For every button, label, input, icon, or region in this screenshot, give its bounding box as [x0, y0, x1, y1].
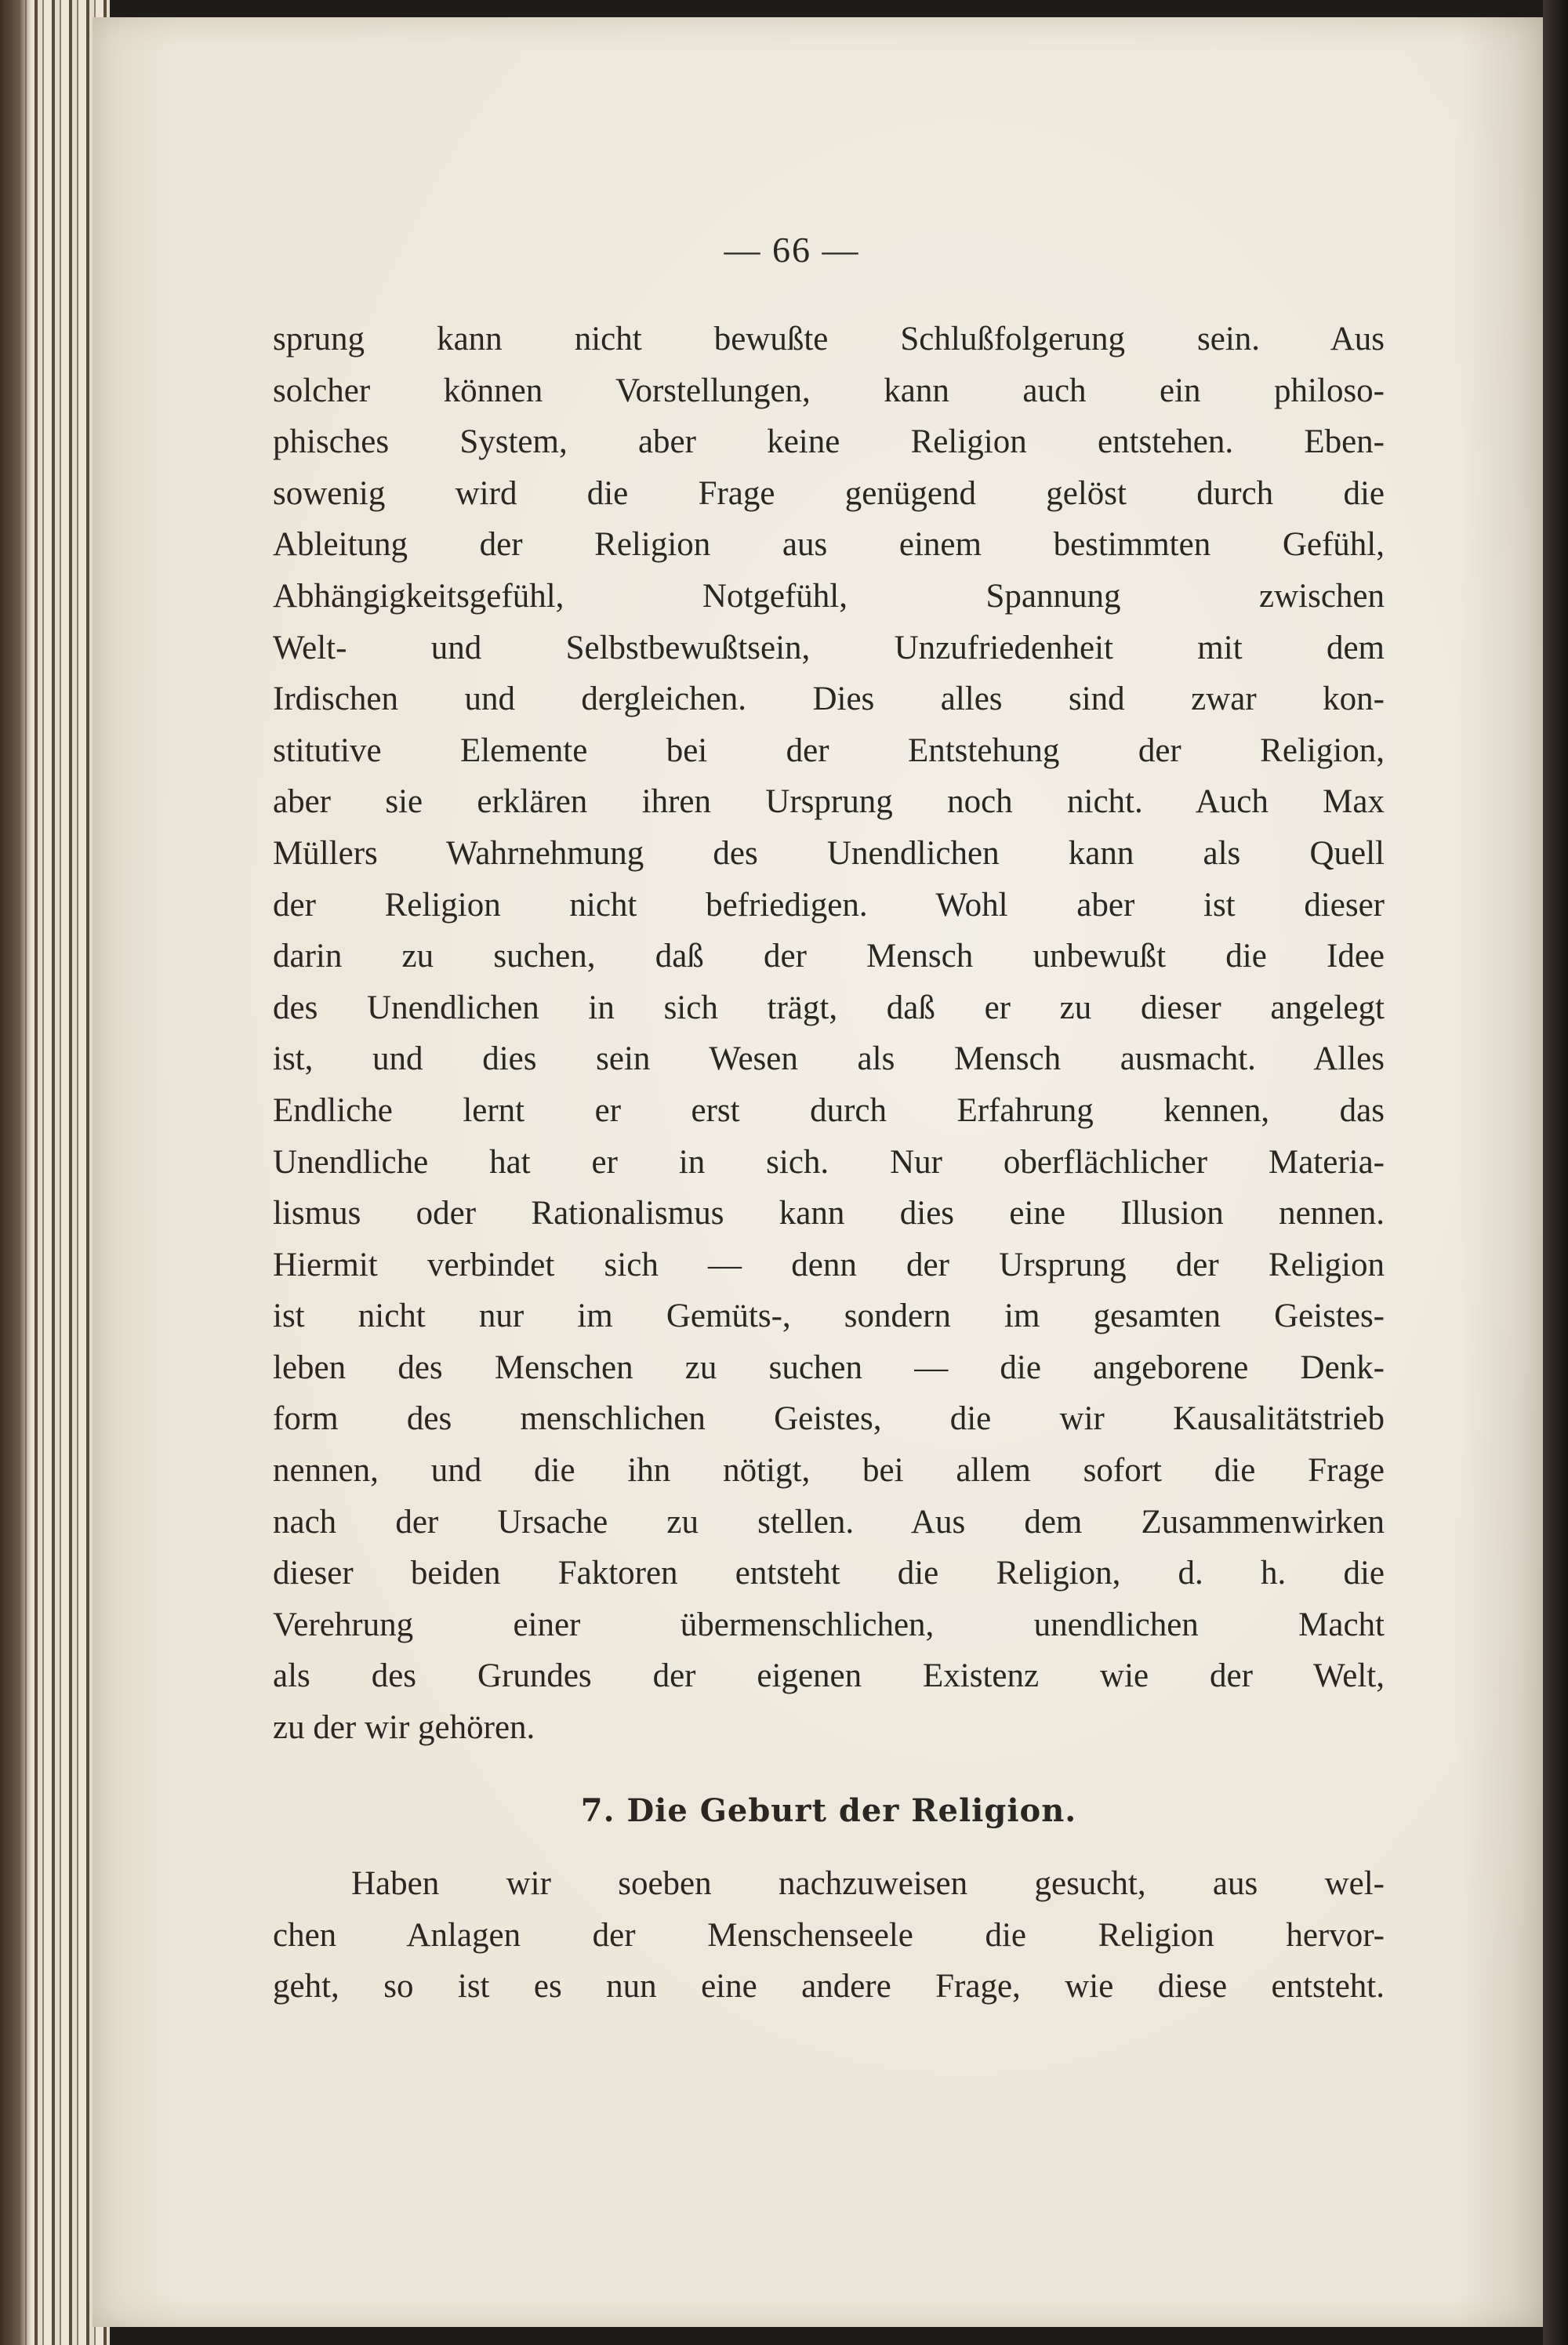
text-line: sprung kann nicht bewußte Schlußfolgerung sein. Aus — [273, 321, 1385, 358]
text-line: solcher können Vorstellungen, kann auch ein philoso- — [273, 372, 1385, 409]
text-line: Verehrung einer übermenschlichen, unendlichen Macht — [273, 1606, 1385, 1643]
text-line: sowenig wird die Frage genügend gelöst durch die — [273, 474, 1385, 512]
page-number: — 66 — — [724, 230, 860, 270]
text-line: ist nicht nur im Gemüts-, sondern im gesamten Geistes- — [273, 1298, 1385, 1335]
scan-background-edge — [1543, 0, 1568, 2345]
text-line: Welt- und Selbstbewußtsein, Unzufriedenheit mit dem — [273, 629, 1385, 666]
paragraph-2 — [273, 1858, 1385, 2013]
text-line: Abhängigkeitsgefühl, Notgefühl, Spannung zwischen — [273, 577, 1385, 615]
text-line: aber sie erklären ihren Ursprung noch nicht. Auch Max — [273, 783, 1385, 821]
text-line: Irdischen und dergleichen. Dies alles sind zwar kon- — [273, 681, 1385, 718]
text-line: lismus oder Rationalismus kann dies eine Illusion nennen. — [273, 1195, 1385, 1232]
text-line: Hiermit verbindet sich — denn der Ursprung der Religion — [273, 1246, 1385, 1283]
text-line: darin zu suchen, daß der Mensch unbewußt die Idee — [273, 938, 1385, 975]
text-line: Unendliche hat er in sich. Nur oberflächlicher Materia- — [273, 1143, 1385, 1181]
paragraph-1 — [273, 314, 1385, 1754]
text-line: nennen, und die ihn nötigt, bei allem sofort die Frage — [273, 1452, 1385, 1490]
text-line: der Religion nicht befriedigen. Wohl aber ist dieser — [273, 886, 1385, 924]
body-text — [273, 314, 1385, 2013]
text-line: leben des Menschen zu suchen — die angeborene Denk- — [273, 1349, 1385, 1386]
text-line: phisches System, aber keine Religion entstehen. Eben- — [273, 423, 1385, 461]
text-line: chen Anlagen der Menschenseele die Religion hervor- — [273, 1916, 1385, 1954]
text-line: als des Grundes der eigenen Existenz wie der Welt, — [273, 1657, 1385, 1695]
text-line: stitutive Elemente bei der Entstehung der Religion, — [273, 731, 1385, 769]
text-line: Müllers Wahrnehmung des Unendlichen kann als Quell — [273, 834, 1385, 872]
section-heading: 7. Die Geburt der Religion. — [580, 1791, 1077, 1829]
text-line: Endliche lernt er erst durch Erfahrung kennen, das — [273, 1091, 1385, 1129]
text-line: ist, und dies sein Wesen als Mensch ausmacht. Alles — [273, 1040, 1385, 1078]
text-line: dieser beiden Faktoren entsteht die Religion, d. h. die — [273, 1555, 1385, 1592]
text-line: form des menschlichen Geistes, die wir Kausalitätstrieb — [273, 1400, 1385, 1438]
text-line: nach der Ursache zu stellen. Aus dem Zusammenwirken — [273, 1503, 1385, 1541]
text-line: zu der wir gehören. — [273, 1709, 535, 1747]
text-line: des Unendlichen in sich trägt, daß er zu dieser angelegt — [273, 989, 1385, 1026]
text-line: geht, so ist es nun eine andere Frage, wie diese entsteht. — [273, 1968, 1385, 2006]
text-line: Ableitung der Religion aus einem bestimmten Gefühl, — [273, 526, 1385, 564]
text-line: Haben wir soeben nachzuweisen gesucht, aus wel- — [351, 1865, 1385, 1903]
